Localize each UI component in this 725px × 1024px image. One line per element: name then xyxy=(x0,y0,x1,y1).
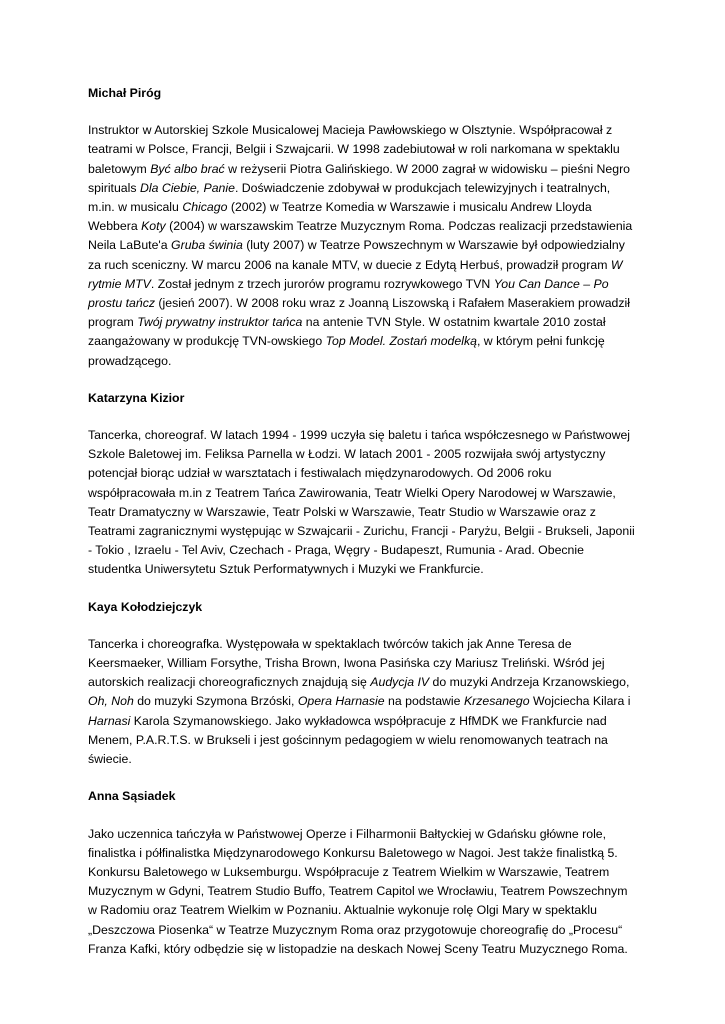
italic-title: Harnasi xyxy=(88,713,131,728)
italic-title: Top Model. Zostań modelką xyxy=(325,334,477,349)
italic-title: Dla Ciebie, Panie xyxy=(139,180,235,195)
bio-section xyxy=(88,598,638,770)
person-bio xyxy=(88,426,638,580)
document-page xyxy=(88,84,638,977)
italic-title: Gruba świnia xyxy=(171,238,243,253)
italic-title: Koty xyxy=(141,219,166,234)
bio-text: Tancerka i choreografka. Występowała w spektaklach twórców takich jak Anne Teresa de Keersmaeker, William Forsythe, Trisha Brown, Iwona Pasińska czy Mariusz Treliński. Wśród jej autorskich realizacji choreograficznych znajdują się xyxy=(88,636,605,690)
italic-title: Chicago xyxy=(182,200,228,215)
bio-section xyxy=(88,787,638,959)
person-name: Michał Piróg xyxy=(88,86,162,100)
bio-section xyxy=(88,389,638,580)
italic-title: Krzesanego xyxy=(463,694,530,709)
bio-text: na podstawie xyxy=(384,694,464,709)
bio-text: w reżyserii Piotra Galińskiego. W 2000 zagrał w widowisku – pieśni Negro spirituals xyxy=(88,161,630,195)
italic-title: Opera Harnasie xyxy=(297,694,385,709)
person-name: Anna Sąsiadek xyxy=(88,789,176,804)
italic-title: Audycja IV xyxy=(370,675,430,690)
bio-text: . Został jednym z trzech jurorów programu rozrywkowego TVN xyxy=(150,276,494,291)
bio-text: Tancerka, choreograf. W latach 1994 - 1999 uczyła się baletu i tańca współczesnego w Państwowej Szkole Baletowej im. Feliksa Parnella w Łodzi. W latach 2001 - 2005 rozwijała swój artystyczny potencjał biorąc udział w warsztatach i festiwalach międzynarodowych. Od 2006 roku współpracowała m.in z Teatrem Tańca Zawirowania, Teatr Wielki Opery Narodowej w Warszawie, Teatr Dramatyczny w Warszawie, Teatr Polski w Warszawie, Teatr Studio w Warszawie oraz z Teatrami zagranicznymi występując w Szwajcarii - Zurichu, Francji - Paryżu, Belgii - Brukseli, Japonii - Tokio , Izraelu - Tel Aviv, Czechach - Praga, Węgry - Budapeszt, Rumunia - Arad. Obecnie studentka Uniwersytetu Sztuk Performatywnych i Muzyki we Frankfurcie. xyxy=(88,428,635,577)
bio-text: , w którym pełni funkcję prowadzącego. xyxy=(88,334,605,368)
bio-text: Karola Szymanowskiego. Jako wykładowca współpracuje z HfMDK we Frankfurcie nad Menem, P.A.R.T.S. w Brukseli i jest gościnnym pedagogiem w wielu renomowanych teatrach na świecie. xyxy=(88,713,608,767)
bio-text: (2004) w warszawskim Teatrze Muzycznym Roma. Podczas realizacji przedstawienia Neila LaBute'a xyxy=(88,219,633,253)
italic-title: You Can Dance – Po prostu tańcz xyxy=(88,276,609,311)
bio-text: do muzyki Andrzeja Krzanowskiego, xyxy=(429,675,630,690)
bio-text: (jesień 2007). W 2008 roku wraz z Joanną Liszowską i Rafałem Maserakiem prowadził program xyxy=(88,296,630,330)
bio-text: (2002) w Teatrze Komedia w Warszawie i musicalu Andrew Lloyda Webbera xyxy=(88,200,592,234)
italic-title: Oh, Noh xyxy=(88,694,134,709)
person-name: Kaya Kołodziejczyk xyxy=(88,599,203,614)
person-name: Katarzyna Kizior xyxy=(88,390,185,405)
italic-title: Być albo brać xyxy=(150,161,225,176)
bio-text: (luty 2007) w Teatrze Powszechnym w Warszawie był odpowiedzialny za ruch sceniczny. W marcu 2006 na kanale MTV, w duecie z Edytą Herbuś, prowadził program xyxy=(88,238,625,272)
bio-text: Wojciecha Kilara i xyxy=(529,694,631,709)
bio-text: . Doświadczenie zdobywał w produkcjach telewizyjnych i teatralnych, m.in. w musicalu xyxy=(88,180,611,215)
person-bio xyxy=(88,121,638,371)
person-bio xyxy=(88,635,638,769)
italic-title: W rytmie MTV xyxy=(88,257,623,291)
bio-text: do muzyki Szymona Brzóski, xyxy=(133,694,298,709)
person-bio xyxy=(88,825,638,959)
italic-title: Twój prywatny instruktor tańca xyxy=(137,315,303,330)
bio-text: na antenie TVN Style. W ostatnim kwartale 2010 został zaangażowany w produkcję TVN-owskiego xyxy=(88,315,606,349)
bio-text: Jako uczennica tańczyła w Państwowej Operze i Filharmonii Bałtyckiej w Gdańsku główne role, finalistka i półfinalistka Międzynarodowego Konkursu Baletowego w Nagoi. Jest także finalistką 5. Konkursu Baletowego w Luksemburgu. Współpracuje z Teatrem Wielkim w Warszawie, Teatrem Muzycznym w Gdyni, Teatrem Studio Buffo, Teatrem Capitol we Wrocławiu, Teatrem Powszechnym w Radomiu oraz Teatrem Wielkim w Poznaniu. Aktualnie wykonuje rolę Olgi Mary w spektaklu „Deszczowa Piosenka“ w Teatrze Muzycznym Roma oraz przygotowuje choreografię do „Procesu“ Franza Kafki, który odbędzie się w listopadzie na deskach Nowej Sceny Teatru Muzycznego Roma. xyxy=(88,826,628,956)
bio-text: Instruktor w Autorskiej Szkole Musicalowej Macieja Pawłowskiego w Olsztynie. Współpracował z teatrami w Polsce, Francji, Belgii i Szwajcarii. W 1998 zadebiutował w roli narkomana w spektaklu baletowym xyxy=(88,123,620,176)
bio-section xyxy=(88,84,638,371)
